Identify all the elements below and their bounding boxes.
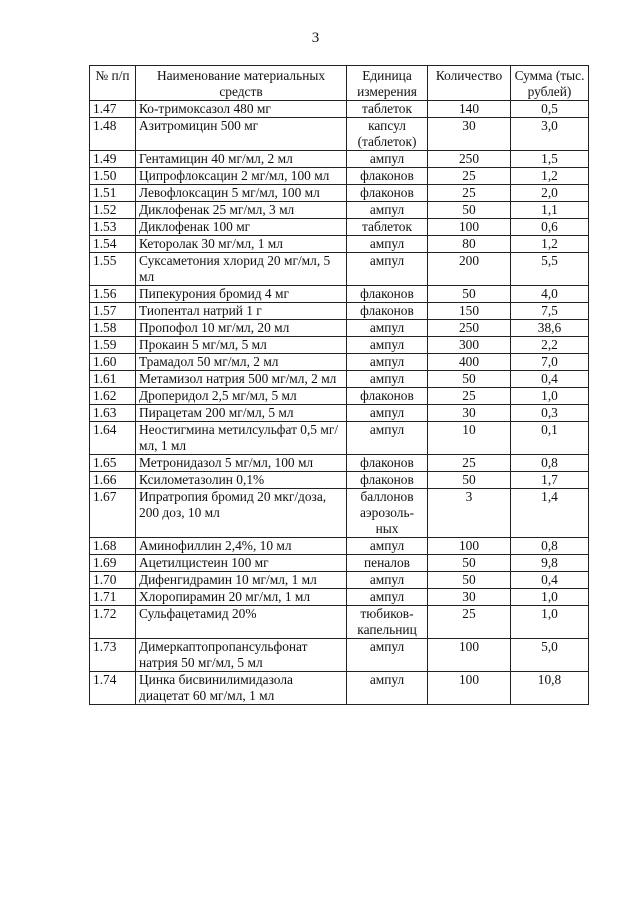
cell-sum: 1,4 — [511, 489, 589, 538]
cell-unit: таблеток — [347, 219, 428, 236]
cell-unit: ампул — [347, 639, 428, 672]
table-header — [90, 66, 589, 101]
cell-name: Ко-тримоксазол 480 мг — [136, 101, 347, 118]
cell-sum: 10,8 — [511, 672, 589, 705]
table-row — [90, 639, 589, 672]
cell-sum: 1,0 — [511, 606, 589, 639]
cell-name: Дифенгидрамин 10 мг/мл, 1 мл — [136, 572, 347, 589]
cell-qty: 30 — [428, 405, 511, 422]
cell-name: Гентамицин 40 мг/мл, 2 мл — [136, 151, 347, 168]
cell-num: 1.53 — [90, 219, 136, 236]
header-name: Наименование материальных средств — [136, 66, 347, 101]
table-row — [90, 303, 589, 320]
table-row — [90, 555, 589, 572]
cell-qty: 300 — [428, 337, 511, 354]
cell-unit: ампул — [347, 589, 428, 606]
cell-unit: флаконов — [347, 168, 428, 185]
cell-sum: 1,2 — [511, 236, 589, 253]
table-body — [90, 101, 589, 705]
cell-unit: ампул — [347, 422, 428, 455]
table-row — [90, 320, 589, 337]
cell-sum: 0,1 — [511, 422, 589, 455]
table-row — [90, 672, 589, 705]
cell-name: Диклофенак 100 мг — [136, 219, 347, 236]
cell-qty: 250 — [428, 320, 511, 337]
materials-table — [89, 65, 589, 705]
cell-qty: 30 — [428, 118, 511, 151]
cell-sum: 1,5 — [511, 151, 589, 168]
cell-sum: 38,6 — [511, 320, 589, 337]
cell-name: Аминофиллин 2,4%, 10 мл — [136, 538, 347, 555]
cell-num: 1.60 — [90, 354, 136, 371]
table-row — [90, 118, 589, 151]
cell-name: Дроперидол 2,5 мг/мл, 5 мл — [136, 388, 347, 405]
cell-unit: ампул — [347, 538, 428, 555]
cell-qty: 100 — [428, 672, 511, 705]
table-row — [90, 168, 589, 185]
cell-num: 1.69 — [90, 555, 136, 572]
cell-qty: 100 — [428, 538, 511, 555]
cell-qty: 25 — [428, 455, 511, 472]
cell-num: 1.49 — [90, 151, 136, 168]
cell-sum: 4,0 — [511, 286, 589, 303]
cell-unit: баллонов аэрозоль-ных — [347, 489, 428, 538]
cell-num: 1.71 — [90, 589, 136, 606]
cell-num: 1.65 — [90, 455, 136, 472]
cell-qty: 150 — [428, 303, 511, 320]
cell-unit: флаконов — [347, 455, 428, 472]
cell-sum: 0,4 — [511, 371, 589, 388]
cell-num: 1.68 — [90, 538, 136, 555]
cell-unit: тюбиков-капельниц — [347, 606, 428, 639]
cell-num: 1.62 — [90, 388, 136, 405]
cell-unit: ампул — [347, 202, 428, 219]
cell-num: 1.50 — [90, 168, 136, 185]
cell-qty: 25 — [428, 606, 511, 639]
cell-qty: 50 — [428, 286, 511, 303]
cell-unit: ампул — [347, 672, 428, 705]
cell-unit: капсул (таблеток) — [347, 118, 428, 151]
cell-qty: 50 — [428, 202, 511, 219]
cell-qty: 10 — [428, 422, 511, 455]
cell-name: Пирацетам 200 мг/мл, 5 мл — [136, 405, 347, 422]
cell-qty: 100 — [428, 639, 511, 672]
cell-num: 1.63 — [90, 405, 136, 422]
table-row — [90, 589, 589, 606]
cell-sum: 5,5 — [511, 253, 589, 286]
cell-sum: 7,5 — [511, 303, 589, 320]
cell-sum: 3,0 — [511, 118, 589, 151]
cell-num: 1.47 — [90, 101, 136, 118]
cell-qty: 250 — [428, 151, 511, 168]
cell-unit: флаконов — [347, 472, 428, 489]
cell-unit: ампул — [347, 572, 428, 589]
table-row — [90, 388, 589, 405]
cell-num: 1.64 — [90, 422, 136, 455]
table-row — [90, 236, 589, 253]
cell-qty: 50 — [428, 371, 511, 388]
cell-name: Ипратропия бромид 20 мкг/доза, 200 доз, 10 мл — [136, 489, 347, 538]
cell-sum: 1,2 — [511, 168, 589, 185]
table-row — [90, 489, 589, 538]
cell-name: Трамадол 50 мг/мл, 2 мл — [136, 354, 347, 371]
cell-sum: 1,1 — [511, 202, 589, 219]
cell-unit: флаконов — [347, 388, 428, 405]
cell-qty: 200 — [428, 253, 511, 286]
cell-name: Кеторолак 30 мг/мл, 1 мл — [136, 236, 347, 253]
cell-unit: ампул — [347, 371, 428, 388]
cell-sum: 0,8 — [511, 455, 589, 472]
cell-unit: ампул — [347, 253, 428, 286]
table-row — [90, 151, 589, 168]
cell-name: Метронидазол 5 мг/мл, 100 мл — [136, 455, 347, 472]
cell-qty: 50 — [428, 472, 511, 489]
cell-sum: 1,0 — [511, 589, 589, 606]
cell-unit: таблеток — [347, 101, 428, 118]
cell-num: 1.74 — [90, 672, 136, 705]
table-row — [90, 101, 589, 118]
cell-name: Сульфацетамид 20% — [136, 606, 347, 639]
cell-name: Метамизол натрия 500 мг/мл, 2 мл — [136, 371, 347, 388]
cell-unit: флаконов — [347, 185, 428, 202]
cell-unit: ампул — [347, 405, 428, 422]
cell-unit: ампул — [347, 337, 428, 354]
header-row — [90, 66, 589, 101]
table-row — [90, 606, 589, 639]
cell-unit: флаконов — [347, 286, 428, 303]
header-sum: Сумма (тыс. рублей) — [511, 66, 589, 101]
cell-name: Димеркаптопропансульфонат натрия 50 мг/мл, 5 мл — [136, 639, 347, 672]
table-row — [90, 405, 589, 422]
cell-name: Суксаметония хлорид 20 мг/мл, 5 мл — [136, 253, 347, 286]
cell-num: 1.48 — [90, 118, 136, 151]
cell-num: 1.72 — [90, 606, 136, 639]
cell-qty: 25 — [428, 168, 511, 185]
table-row — [90, 371, 589, 388]
cell-qty: 25 — [428, 388, 511, 405]
cell-sum: 1,7 — [511, 472, 589, 489]
cell-qty: 400 — [428, 354, 511, 371]
cell-qty: 25 — [428, 185, 511, 202]
cell-qty: 100 — [428, 219, 511, 236]
cell-num: 1.57 — [90, 303, 136, 320]
cell-unit: флаконов — [347, 303, 428, 320]
table-row — [90, 455, 589, 472]
table-row — [90, 286, 589, 303]
cell-name: Прокаин 5 мг/мл, 5 мл — [136, 337, 347, 354]
cell-num: 1.70 — [90, 572, 136, 589]
cell-num: 1.66 — [90, 472, 136, 489]
cell-num: 1.73 — [90, 639, 136, 672]
cell-unit: ампул — [347, 320, 428, 337]
cell-qty: 80 — [428, 236, 511, 253]
cell-num: 1.58 — [90, 320, 136, 337]
cell-name: Ксилометазолин 0,1% — [136, 472, 347, 489]
cell-qty: 140 — [428, 101, 511, 118]
cell-unit: ампул — [347, 354, 428, 371]
table-row — [90, 354, 589, 371]
cell-sum: 5,0 — [511, 639, 589, 672]
cell-name: Цинка бисвинилимидазола диацетат 60 мг/мл, 1 мл — [136, 672, 347, 705]
cell-unit: ампул — [347, 151, 428, 168]
cell-qty: 30 — [428, 589, 511, 606]
table-row — [90, 422, 589, 455]
cell-num: 1.51 — [90, 185, 136, 202]
cell-num: 1.61 — [90, 371, 136, 388]
cell-sum: 0,4 — [511, 572, 589, 589]
cell-num: 1.52 — [90, 202, 136, 219]
table-row — [90, 337, 589, 354]
cell-name: Азитромицин 500 мг — [136, 118, 347, 151]
cell-sum: 1,0 — [511, 388, 589, 405]
cell-unit: пеналов — [347, 555, 428, 572]
cell-sum: 9,8 — [511, 555, 589, 572]
cell-qty: 50 — [428, 555, 511, 572]
cell-num: 1.59 — [90, 337, 136, 354]
cell-sum: 7,0 — [511, 354, 589, 371]
table-row — [90, 202, 589, 219]
table-row — [90, 253, 589, 286]
cell-name: Левофлоксацин 5 мг/мл, 100 мл — [136, 185, 347, 202]
cell-name: Пропофол 10 мг/мл, 20 мл — [136, 320, 347, 337]
cell-sum: 2,0 — [511, 185, 589, 202]
table-row — [90, 219, 589, 236]
cell-name: Пипекурония бромид 4 мг — [136, 286, 347, 303]
cell-num: 1.54 — [90, 236, 136, 253]
cell-sum: 0,3 — [511, 405, 589, 422]
cell-num: 1.56 — [90, 286, 136, 303]
cell-sum: 0,6 — [511, 219, 589, 236]
table-row — [90, 538, 589, 555]
cell-name: Диклофенак 25 мг/мл, 3 мл — [136, 202, 347, 219]
cell-name: Неостигмина метилсульфат 0,5 мг/мл, 1 мл — [136, 422, 347, 455]
header-qty: Количество — [428, 66, 511, 101]
cell-sum: 2,2 — [511, 337, 589, 354]
table-row — [90, 572, 589, 589]
header-num: № п/п — [90, 66, 136, 101]
cell-unit: ампул — [347, 236, 428, 253]
cell-qty: 50 — [428, 572, 511, 589]
cell-num: 1.67 — [90, 489, 136, 538]
cell-sum: 0,8 — [511, 538, 589, 555]
page-number: 3 — [311, 30, 320, 46]
cell-name: Хлоропирамин 20 мг/мл, 1 мл — [136, 589, 347, 606]
cell-num: 1.55 — [90, 253, 136, 286]
header-unit: Единица измерения — [347, 66, 428, 101]
table-row — [90, 472, 589, 489]
cell-name: Тиопентал натрий 1 г — [136, 303, 347, 320]
cell-qty: 3 — [428, 489, 511, 538]
table-row — [90, 185, 589, 202]
cell-name: Ацетилцистеин 100 мг — [136, 555, 347, 572]
cell-sum: 0,5 — [511, 101, 589, 118]
cell-name: Ципрофлоксацин 2 мг/мл, 100 мл — [136, 168, 347, 185]
